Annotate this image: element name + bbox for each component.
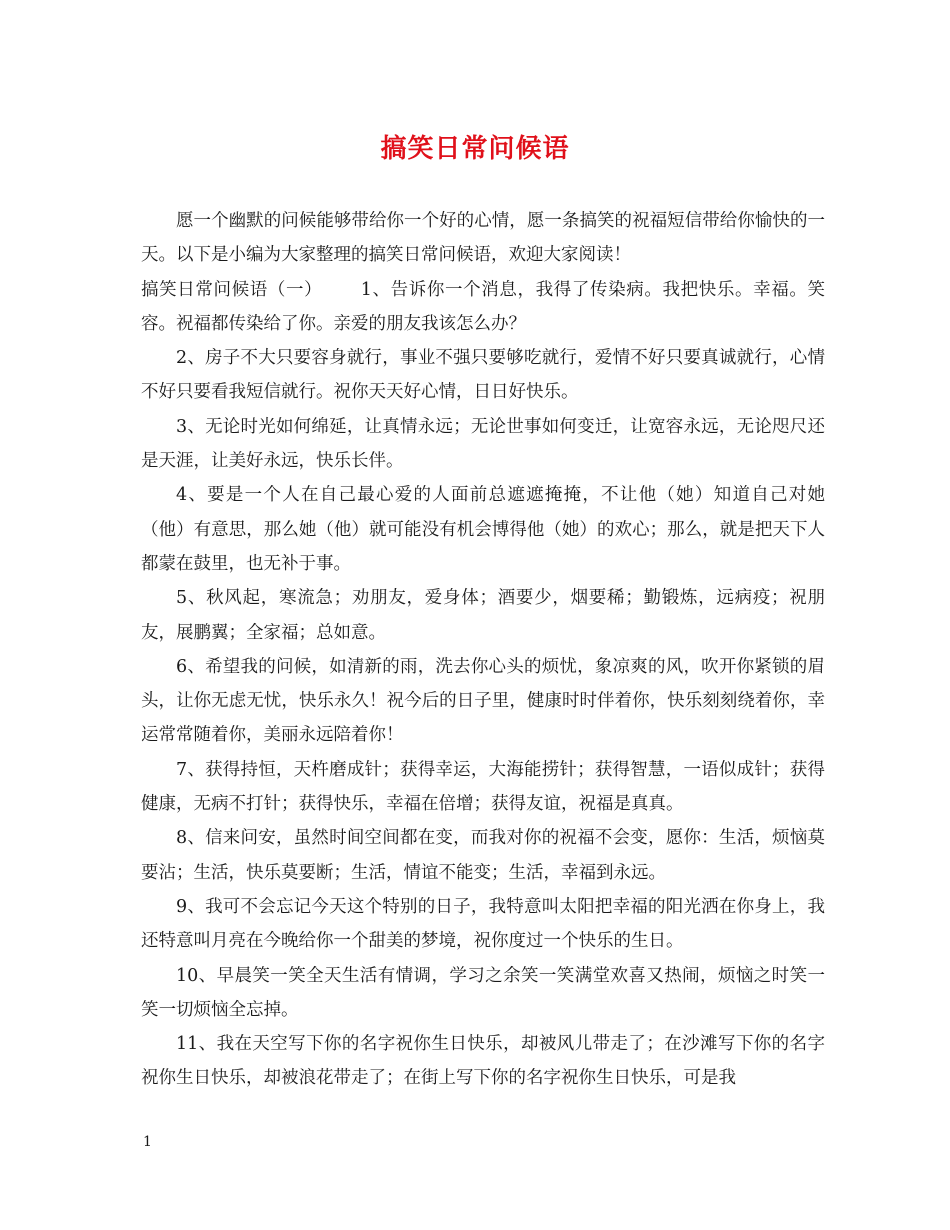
document-body — [141, 204, 825, 1096]
list-item: 9、我可不会忘记今天这个特别的日子，我特意叫太阳把幸福的阳光洒在你身上，我还特意叫月亮在今晚给你一个甜美的梦境，祝你度过一个快乐的生日。 — [141, 896, 825, 952]
intro-paragraph: 愿一个幽默的问候能够带给你一个好的心情，愿一条搞笑的祝福短信带给你愉快的一天。以下是小编为大家整理的搞笑日常问候语，欢迎大家阅读！ — [141, 211, 825, 266]
list-item: 7、获得持恒，天杵磨成针；获得幸运，大海能捞针；获得智慧，一语似成针；获得健康，无病不打针；获得快乐，幸福在倍增；获得友谊，祝福是真真。 — [141, 759, 825, 815]
list-item: 6、希望我的问候，如清新的雨，洗去你心头的烦忧，象凉爽的风，吹开你紧锁的眉头，让你无虑无忧，快乐永久！祝今后的日子里，健康时时伴着你，快乐刻刻绕着你，幸运常常随着你，美丽永远陪着你！ — [141, 656, 825, 746]
list-item: 4、要是一个人在自己最心爱的人面前总遮遮掩掩，不让他（她）知道自己对她（他）有意思，那么她（他）就可能没有机会博得他（她）的欢心；那么，就是把天下人都蒙在鼓里，也无补于事。 — [141, 485, 825, 574]
page-number: 1 — [143, 1134, 152, 1150]
list-item: 5、秋风起，寒流急；劝朋友，爱身体；酒要少，烟要稀；勤锻炼，远病疫；祝朋友，展鹏翼；全家福；总如意。 — [141, 588, 825, 643]
list-item: 3、无论时光如何绵延，让真情永远；无论世事如何变迁，让宽容永远，无论咫尺还是天涯，让美好永远，快乐长伴。 — [141, 416, 825, 472]
list-item: 1、告诉你一个消息，我得了传染病。我把快乐。幸福。笑容。祝福都传染给了你。亲爱的朋友我该怎么办？ — [141, 279, 825, 334]
page-title: 搞笑日常问候语 — [380, 134, 570, 164]
list-item: 11、我在天空写下你的名字祝你生日快乐，却被风儿带走了；在沙滩写下你的名字祝你生日快乐，却被浪花带走了；在街上写下你的名字祝你生日快乐，可是我 — [141, 1034, 825, 1089]
section-heading: 搞笑日常问候语（一） — [141, 279, 323, 300]
list-item: 2、房子不大只要容身就行，事业不强只要够吃就行，爱情不好只要真诚就行，心情不好只要看我短信就行。祝你天天好心情，日日好快乐。 — [141, 348, 825, 403]
section-paragraph — [141, 273, 825, 342]
list-item: 10、早晨笑一笑全天生活有情调，学习之余笑一笑满堂欢喜又热闹，烦恼之时笑一笑一切烦恼全忘掉。 — [141, 965, 825, 1020]
list-item: 8、信来问安，虽然时间空间都在变，而我对你的祝福不会变，愿你：生活，烦恼莫要沾；生活，快乐莫要断；生活，情谊不能变；生活，幸福到永远。 — [141, 828, 825, 883]
